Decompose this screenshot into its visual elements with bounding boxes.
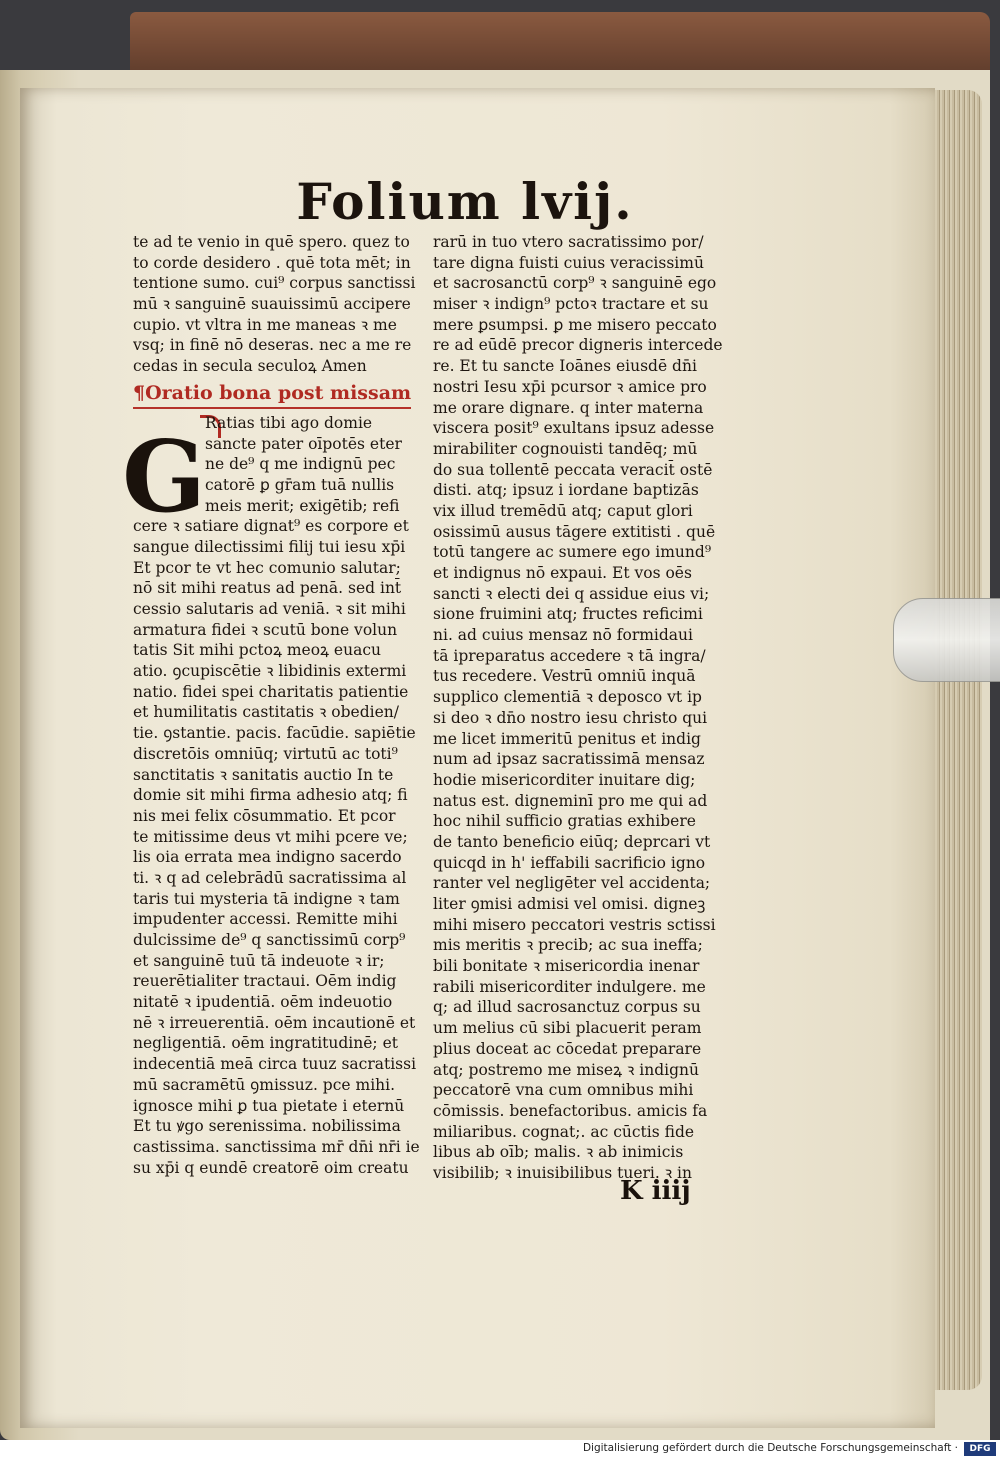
text-line: catorē ꝑ gr̄am tuā nullis (205, 475, 395, 494)
text-line: cōmissis. benefactoribus. amicis fa (433, 1101, 708, 1120)
text-line: viscera posit⁹ exultans ipsuz adesse (433, 419, 715, 438)
text-line: natus est. digneminī pro me qui ad (433, 791, 708, 810)
text-line: plius doceat ac cōcedat preparare (433, 1039, 702, 1058)
text-line: mihi misero peccatori vestris sctissi (433, 915, 716, 934)
text-line: meis merit; exigētib; refi (205, 496, 400, 515)
text-line: et sanguinē tuū tā indeuote ꝛ ir; (133, 951, 385, 970)
text-line: me orare dignare. q inter materna (433, 398, 704, 417)
text-line: num ad ipsaz sacratissimā mensaz (433, 750, 705, 769)
text-line: impudenter accessi. Remitte mihi (133, 910, 398, 929)
text-line: tus recedere. Vestrū omniū inquā (433, 667, 696, 686)
text-line: hoc nihil sufficio gratias exhibere (433, 812, 696, 831)
text-line: si deo ꝛ dn̄o nostro iesu christo qui (433, 708, 708, 727)
text-line: te mitissime deus vt mihi pcere ve; (133, 827, 408, 846)
text-line: ignosce mihi ꝑ tua pietate i eternū (133, 1096, 405, 1115)
text-line: ni. ad cuius mensaz nō formidaui (433, 626, 693, 645)
text-line: tare digna fuisti cuius veracissimū (433, 253, 704, 272)
text-line: negligentiā. oēm ingratitudinē; et (133, 1034, 398, 1053)
text-line: mū sacramētū ꝯmissuz. pce mihi. (133, 1075, 396, 1094)
text-line: ne de⁹ q me indignū pec (205, 455, 396, 474)
text-line: q; ad illud sacrosanctuz corpus su (433, 998, 701, 1017)
text-line: sione fruimini atq; fructes reficimi (433, 605, 703, 624)
text-line: um melius cū sibi placuerit peram (433, 1019, 702, 1038)
text-line: sancti ꝛ electi dei q assidue eius vi; (433, 584, 710, 603)
text-line: me licet immeritū penitus et indig (433, 729, 701, 748)
text-line: re. Et tu sancte Ioānes eiusdē dn̄i (433, 357, 697, 376)
text-line: taris tui mysteria tā indigne ꝛ tam (133, 889, 400, 908)
text-line: nē ꝛ irreuerentiā. oēm incautionē et (133, 1013, 416, 1032)
text-line: disti. atq; ipsuz i iordane baptizās (433, 481, 699, 500)
indented-block (133, 413, 433, 516)
text-line: to corde desidero . quē tota mēt; in (133, 253, 411, 272)
text-line: atio. ꝯcupiscētie ꝛ libidinis extermi (133, 662, 407, 681)
text-line: su xp̄i q eundē creatorē oim creatu (133, 1158, 409, 1177)
text-line: sangue dilectissimi filij tui iesu xp̄i (133, 537, 406, 556)
text-line: cere ꝛ satiare dignat⁹ es corpore et (133, 517, 409, 536)
text-line: mū ꝛ sanguinē suauissimū accipere (133, 295, 411, 314)
text-line: natio. fidei spei charitatis patientie (133, 682, 409, 701)
text-line: nitatē ꝛ ipudentiā. oēm indeuotio (133, 993, 393, 1012)
decorated-initial: G (122, 420, 206, 535)
text-line: osissimū ausus tāgere extitisti . quē (433, 522, 716, 541)
text-line: cessio salutaris ad veniā. ꝛ sit mihi (133, 600, 406, 618)
text-line: castissima. sanctissima mr̄ dn̄i nr̄i ie (133, 1137, 420, 1156)
text-line: nis mei felix cōsummatio. Et pcor (133, 806, 396, 825)
text-line: miliaribus. cognat;. ac cūctis fide (433, 1122, 695, 1141)
text-line: lis oia errata mea indigno sacerdo (133, 848, 402, 867)
text-line: et indignus nō expaui. Et vos oēs (433, 564, 692, 582)
text-line: Ratias tibi ago domie (205, 413, 373, 432)
text-line: peccatorē vna cum omnibus mihi (433, 1081, 694, 1100)
right-text-column (433, 232, 733, 1184)
text-line: vix illud tremēdū atq; caput glori (433, 501, 693, 520)
text-line: re ad eūdē precor digneris intercede (433, 336, 723, 355)
footer-credit: Digitalisierung gefördert durch die Deutsche Forschungsgemeinschaft · (582, 1442, 958, 1454)
left-text-column (133, 232, 433, 1178)
dfg-logo: DFG (964, 1442, 996, 1456)
text-line: indecentiā meā circa tuuz sacratissi (133, 1055, 417, 1074)
text-line: tentione sumo. cui⁹ corpus sanctissi (133, 274, 416, 293)
text-line: bili bonitate ꝛ misericordia inenar (433, 957, 700, 976)
text-line: tatis Sit mihi pctoꝝ meoꝝ euacu (133, 641, 381, 660)
text-line: miser ꝛ indign⁹ pctoꝛ tractare et su (433, 295, 709, 314)
text-line: rarū in tuo vtero sacratissimo por/ (433, 233, 704, 251)
text-line: quicqd in h' ieffabili sacrificio igno (433, 853, 706, 872)
text-line: dulcissime de⁹ q sanctissimū corp⁹ (133, 931, 406, 949)
text-line: rabili misericorditer indulgere. me (433, 977, 706, 996)
text-line: nō sit mihi reatus ad penā. sed int̄ (133, 579, 402, 598)
text-line: totū tangere ac sumere ego imund⁹ (433, 543, 712, 562)
section-heading: ¶Oratio bona post missam (133, 379, 411, 409)
text-line: discretōis omniūq; virtutū ac toti⁹ (133, 744, 398, 763)
text-line: liter ꝯmisi admisi vel omisi. digneꝫ (433, 895, 706, 913)
text-line: mere ꝑsumpsi. ꝑ me misero peccato (433, 315, 717, 334)
text-line: tie. ꝯstantie. pacis. facūdie. sapiētie (133, 724, 416, 743)
text-line: ranter vel negligēter vel accidenta; (433, 874, 711, 893)
text-line: Et pcor te vt hec comunio salutar; (133, 558, 401, 577)
text-line: tā ipreparatus accedere ꝛ tā ingra/ (433, 646, 706, 665)
text-line: Et tu ꝟgo serenissima. nobilissima (133, 1117, 401, 1136)
text-line: et humilitatis castitatis ꝛ obedien/ (133, 703, 399, 722)
text-line: vsq; in finē nō deseras. nec a me re (133, 336, 412, 355)
text-line: sanctitatis ꝛ sanitatis auctio In te (133, 765, 394, 784)
text-line: mirabiliter cognouisti tandēq; mū (433, 439, 698, 458)
text-line: et sacrosanctū corp⁹ ꝛ sanguinē ego (433, 274, 717, 293)
prayer-text-block (133, 516, 433, 1178)
prayer-ending-block (133, 232, 433, 377)
text-line: do sua tollentē peccata veracit̄ ostē (433, 460, 713, 479)
footer-bar (0, 1440, 1000, 1459)
text-line: ti. ꝛ q ad celebrādū sacratissima al (133, 868, 407, 887)
prayer-continuation-block (433, 232, 733, 1184)
folio-heading: Folium lvij. (296, 172, 634, 231)
text-line: cupio. vt vltra in me maneas ꝛ me (133, 315, 397, 334)
text-line: cedas in secula seculoꝝ Amen (133, 357, 367, 376)
text-line: hodie misericorditer inuitare dig; (433, 770, 696, 789)
page-clip-marker (893, 598, 1000, 682)
text-line: de tanto beneficio eiūq; deprcari vt (433, 832, 711, 851)
text-line: mis meritis ꝛ precib; ac sua ineffa; (433, 936, 703, 955)
text-line: te ad te venio in quē spero. quez to (133, 233, 410, 251)
text-line: supplico clementiā ꝛ deposco vt ip (433, 688, 702, 707)
text-line: nostri Iesu xp̄i pcursor ꝛ amice pro (433, 377, 707, 396)
text-line: reuerētialiter tractaui. Oēm indig (133, 972, 397, 991)
text-line: libus ab oīb; malis. ꝛ ab inimicis (433, 1143, 684, 1162)
text-line: sancte pater oīpotēs eter (205, 434, 402, 453)
text-line: domie sit mihi firma adhesio atq; fi (133, 786, 408, 805)
text-line: atq; postremo me miseꝝ ꝛ indignū (433, 1060, 699, 1079)
text-line: visibilib; ꝛ inuisibilibus tueri. ꝛ in (433, 1163, 692, 1182)
signature-mark: K iiij (620, 1176, 691, 1206)
text-line: armatura fidei ꝛ scutū bone volun (133, 620, 398, 639)
